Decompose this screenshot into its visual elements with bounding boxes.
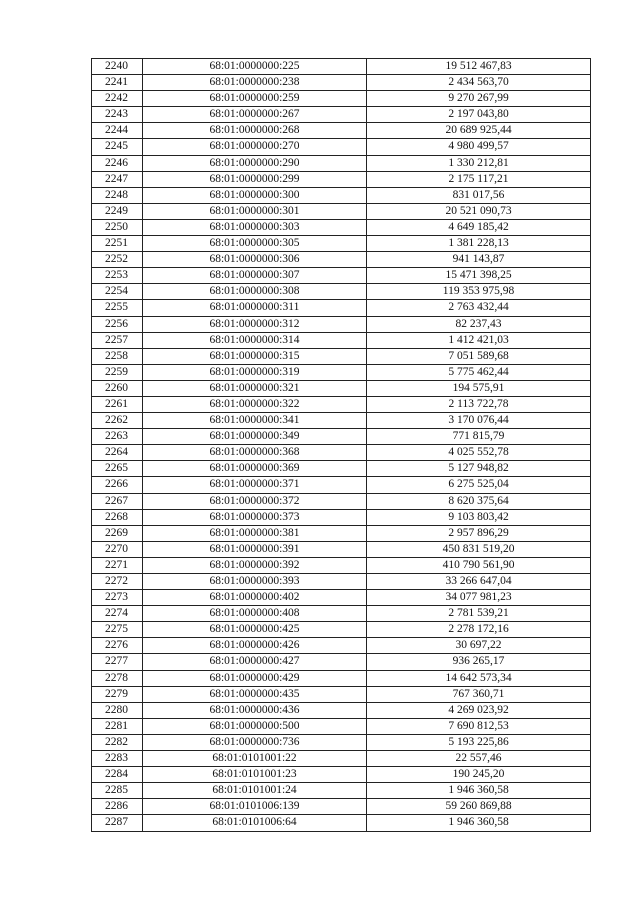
row-number-cell: 2257 (92, 332, 143, 348)
cadastral-number-cell: 68:01:0000000:381 (143, 525, 367, 541)
cadastral-number-cell: 68:01:0000000:305 (143, 236, 367, 252)
cadastral-number-cell: 68:01:0000000:349 (143, 429, 367, 445)
cadastral-value-cell: 20 689 925,44 (367, 123, 591, 139)
row-number-cell: 2272 (92, 574, 143, 590)
cadastral-number-cell: 68:01:0000000:267 (143, 107, 367, 123)
cadastral-number-cell: 68:01:0000000:435 (143, 686, 367, 702)
cadastral-value-cell: 1 946 360,58 (367, 815, 591, 831)
cadastral-value-cell: 4 025 552,78 (367, 445, 591, 461)
cadastral-number-cell: 68:01:0000000:500 (143, 718, 367, 734)
cadastral-value-cell: 190 245,20 (367, 767, 591, 783)
table-row (92, 155, 591, 171)
row-number-cell: 2253 (92, 268, 143, 284)
row-number-cell: 2276 (92, 638, 143, 654)
cadastral-value-cell: 194 575,91 (367, 380, 591, 396)
cadastral-value-cell: 20 521 090,73 (367, 203, 591, 219)
cadastral-number-cell: 68:01:0101001:23 (143, 767, 367, 783)
row-number-cell: 2243 (92, 107, 143, 123)
cadastral-value-cell: 22 557,46 (367, 751, 591, 767)
row-number-cell: 2282 (92, 734, 143, 750)
row-number-cell: 2249 (92, 203, 143, 219)
cadastral-number-cell: 68:01:0000000:373 (143, 509, 367, 525)
table-row (92, 767, 591, 783)
cadastral-value-cell: 15 471 398,25 (367, 268, 591, 284)
cadastral-number-cell: 68:01:0000000:238 (143, 75, 367, 91)
cadastral-number-cell: 68:01:0000000:392 (143, 557, 367, 573)
cadastral-value-cell: 2 197 043,80 (367, 107, 591, 123)
cadastral-number-cell: 68:01:0000000:372 (143, 493, 367, 509)
cadastral-number-cell: 68:01:0101006:139 (143, 799, 367, 815)
table-row (92, 187, 591, 203)
cadastral-value-cell: 4 269 023,92 (367, 702, 591, 718)
table-row (92, 252, 591, 268)
table-row (92, 477, 591, 493)
row-number-cell: 2247 (92, 171, 143, 187)
row-number-cell: 2258 (92, 348, 143, 364)
cadastral-number-cell: 68:01:0000000:371 (143, 477, 367, 493)
row-number-cell: 2273 (92, 590, 143, 606)
cadastral-value-cell: 2 113 722,78 (367, 396, 591, 412)
row-number-cell: 2254 (92, 284, 143, 300)
table-row (92, 413, 591, 429)
cadastral-value-cell: 5 193 225,86 (367, 734, 591, 750)
table-row (92, 541, 591, 557)
cadastral-number-cell: 68:01:0000000:319 (143, 364, 367, 380)
cadastral-number-cell: 68:01:0000000:270 (143, 139, 367, 155)
table-row (92, 139, 591, 155)
row-number-cell: 2245 (92, 139, 143, 155)
table-row (92, 300, 591, 316)
row-number-cell: 2240 (92, 59, 143, 75)
cadastral-value-cell: 34 077 981,23 (367, 590, 591, 606)
table-row (92, 332, 591, 348)
table-row (92, 445, 591, 461)
cadastral-value-cell: 6 275 525,04 (367, 477, 591, 493)
cadastral-value-cell: 936 265,17 (367, 654, 591, 670)
cadastral-value-cell: 450 831 519,20 (367, 541, 591, 557)
cadastral-number-cell: 68:01:0000000:311 (143, 300, 367, 316)
cadastral-value-cell: 5 775 462,44 (367, 364, 591, 380)
cadastral-value-cell: 1 412 421,03 (367, 332, 591, 348)
cadastral-value-cell: 82 237,43 (367, 316, 591, 332)
row-number-cell: 2280 (92, 702, 143, 718)
row-number-cell: 2278 (92, 670, 143, 686)
cadastral-number-cell: 68:01:0000000:736 (143, 734, 367, 750)
table-row (92, 574, 591, 590)
cadastral-value-cell: 4 649 185,42 (367, 219, 591, 235)
row-number-cell: 2248 (92, 187, 143, 203)
row-number-cell: 2256 (92, 316, 143, 332)
table-row (92, 799, 591, 815)
table-row (92, 654, 591, 670)
table-row (92, 75, 591, 91)
table-row (92, 670, 591, 686)
cadastral-number-cell: 68:01:0000000:301 (143, 203, 367, 219)
cadastral-value-cell: 7 051 589,68 (367, 348, 591, 364)
row-number-cell: 2255 (92, 300, 143, 316)
table-row (92, 268, 591, 284)
cadastral-value-cell: 410 790 561,90 (367, 557, 591, 573)
cadastral-value-cell: 1 330 212,81 (367, 155, 591, 171)
row-number-cell: 2269 (92, 525, 143, 541)
cadastral-value-cell: 4 980 499,57 (367, 139, 591, 155)
row-number-cell: 2260 (92, 380, 143, 396)
cadastral-value-cell: 7 690 812,53 (367, 718, 591, 734)
cadastral-value-cell: 767 360,71 (367, 686, 591, 702)
cadastral-number-cell: 68:01:0000000:429 (143, 670, 367, 686)
cadastral-number-cell: 68:01:0000000:306 (143, 252, 367, 268)
cadastral-number-cell: 68:01:0000000:436 (143, 702, 367, 718)
cadastral-number-cell: 68:01:0000000:425 (143, 622, 367, 638)
table-row (92, 348, 591, 364)
row-number-cell: 2277 (92, 654, 143, 670)
cadastral-value-cell: 2 434 563,70 (367, 75, 591, 91)
table-row (92, 718, 591, 734)
table-row (92, 236, 591, 252)
cadastral-number-cell: 68:01:0000000:322 (143, 396, 367, 412)
table-row (92, 364, 591, 380)
table-row (92, 219, 591, 235)
cadastral-value-cell: 1 381 228,13 (367, 236, 591, 252)
cadastral-number-cell: 68:01:0000000:308 (143, 284, 367, 300)
cadastral-number-cell: 68:01:0000000:299 (143, 171, 367, 187)
row-number-cell: 2241 (92, 75, 143, 91)
cadastral-value-cell: 9 103 803,42 (367, 509, 591, 525)
cadastral-number-cell: 68:01:0000000:321 (143, 380, 367, 396)
row-number-cell: 2265 (92, 461, 143, 477)
row-number-cell: 2244 (92, 123, 143, 139)
row-number-cell: 2246 (92, 155, 143, 171)
cadastral-value-cell: 2 278 172,16 (367, 622, 591, 638)
cadastral-value-cell: 9 270 267,99 (367, 91, 591, 107)
cadastral-number-cell: 68:01:0000000:303 (143, 219, 367, 235)
table-row (92, 590, 591, 606)
cadastral-number-cell: 68:01:0000000:402 (143, 590, 367, 606)
row-number-cell: 2267 (92, 493, 143, 509)
table-row (92, 171, 591, 187)
table-row (92, 380, 591, 396)
cadastral-number-cell: 68:01:0101006:64 (143, 815, 367, 831)
row-number-cell: 2252 (92, 252, 143, 268)
row-number-cell: 2250 (92, 219, 143, 235)
cadastral-number-cell: 68:01:0000000:341 (143, 413, 367, 429)
cadastral-value-cell: 1 946 360,58 (367, 783, 591, 799)
table-row (92, 557, 591, 573)
table-row (92, 107, 591, 123)
cadastral-value-cell: 2 957 896,29 (367, 525, 591, 541)
cadastral-value-cell: 5 127 948,82 (367, 461, 591, 477)
row-number-cell: 2279 (92, 686, 143, 702)
cadastral-value-cell: 33 266 647,04 (367, 574, 591, 590)
row-number-cell: 2251 (92, 236, 143, 252)
table-row (92, 702, 591, 718)
table-row (92, 203, 591, 219)
cadastral-number-cell: 68:01:0000000:427 (143, 654, 367, 670)
table-row (92, 493, 591, 509)
row-number-cell: 2286 (92, 799, 143, 815)
cadastral-value-cell: 2 781 539,21 (367, 606, 591, 622)
cadastral-value-cell: 59 260 869,88 (367, 799, 591, 815)
cadastral-value-cell: 119 353 975,98 (367, 284, 591, 300)
row-number-cell: 2242 (92, 91, 143, 107)
row-number-cell: 2266 (92, 477, 143, 493)
table-row (92, 509, 591, 525)
cadastral-value-cell: 831 017,56 (367, 187, 591, 203)
cadastral-number-cell: 68:01:0101001:22 (143, 751, 367, 767)
cadastral-value-cell: 14 642 573,34 (367, 670, 591, 686)
table-row (92, 734, 591, 750)
cadastral-number-cell: 68:01:0000000:408 (143, 606, 367, 622)
table-row (92, 59, 591, 75)
table-row (92, 91, 591, 107)
cadastral-value-cell: 2 763 432,44 (367, 300, 591, 316)
table-row (92, 606, 591, 622)
cadastral-value-cell: 3 170 076,44 (367, 413, 591, 429)
table-row (92, 396, 591, 412)
row-number-cell: 2259 (92, 364, 143, 380)
cadastral-value-cell: 19 512 467,83 (367, 59, 591, 75)
row-number-cell: 2281 (92, 718, 143, 734)
table-row (92, 316, 591, 332)
row-number-cell: 2262 (92, 413, 143, 429)
row-number-cell: 2271 (92, 557, 143, 573)
cadastral-value-table (91, 58, 591, 832)
table-row (92, 751, 591, 767)
row-number-cell: 2274 (92, 606, 143, 622)
cadastral-number-cell: 68:01:0000000:368 (143, 445, 367, 461)
table-row (92, 638, 591, 654)
cadastral-number-cell: 68:01:0000000:225 (143, 59, 367, 75)
cadastral-number-cell: 68:01:0101001:24 (143, 783, 367, 799)
cadastral-number-cell: 68:01:0000000:426 (143, 638, 367, 654)
cadastral-value-cell: 8 620 375,64 (367, 493, 591, 509)
cadastral-number-cell: 68:01:0000000:300 (143, 187, 367, 203)
table-row (92, 815, 591, 831)
row-number-cell: 2268 (92, 509, 143, 525)
table-row (92, 525, 591, 541)
cadastral-value-cell: 2 175 117,21 (367, 171, 591, 187)
cadastral-number-cell: 68:01:0000000:259 (143, 91, 367, 107)
table-row (92, 123, 591, 139)
cadastral-number-cell: 68:01:0000000:312 (143, 316, 367, 332)
row-number-cell: 2285 (92, 783, 143, 799)
cadastral-value-cell: 30 697,22 (367, 638, 591, 654)
cadastral-value-cell: 941 143,87 (367, 252, 591, 268)
cadastral-number-cell: 68:01:0000000:314 (143, 332, 367, 348)
row-number-cell: 2270 (92, 541, 143, 557)
table-row (92, 461, 591, 477)
table-body (92, 59, 591, 832)
table-row (92, 284, 591, 300)
cadastral-number-cell: 68:01:0000000:290 (143, 155, 367, 171)
cadastral-value-cell: 771 815,79 (367, 429, 591, 445)
row-number-cell: 2264 (92, 445, 143, 461)
table-row (92, 622, 591, 638)
table-row (92, 686, 591, 702)
cadastral-number-cell: 68:01:0000000:315 (143, 348, 367, 364)
cadastral-number-cell: 68:01:0000000:391 (143, 541, 367, 557)
cadastral-number-cell: 68:01:0000000:369 (143, 461, 367, 477)
table-row (92, 429, 591, 445)
row-number-cell: 2283 (92, 751, 143, 767)
cadastral-number-cell: 68:01:0000000:307 (143, 268, 367, 284)
row-number-cell: 2261 (92, 396, 143, 412)
row-number-cell: 2263 (92, 429, 143, 445)
cadastral-number-cell: 68:01:0000000:393 (143, 574, 367, 590)
row-number-cell: 2284 (92, 767, 143, 783)
row-number-cell: 2287 (92, 815, 143, 831)
cadastral-number-cell: 68:01:0000000:268 (143, 123, 367, 139)
table-row (92, 783, 591, 799)
row-number-cell: 2275 (92, 622, 143, 638)
